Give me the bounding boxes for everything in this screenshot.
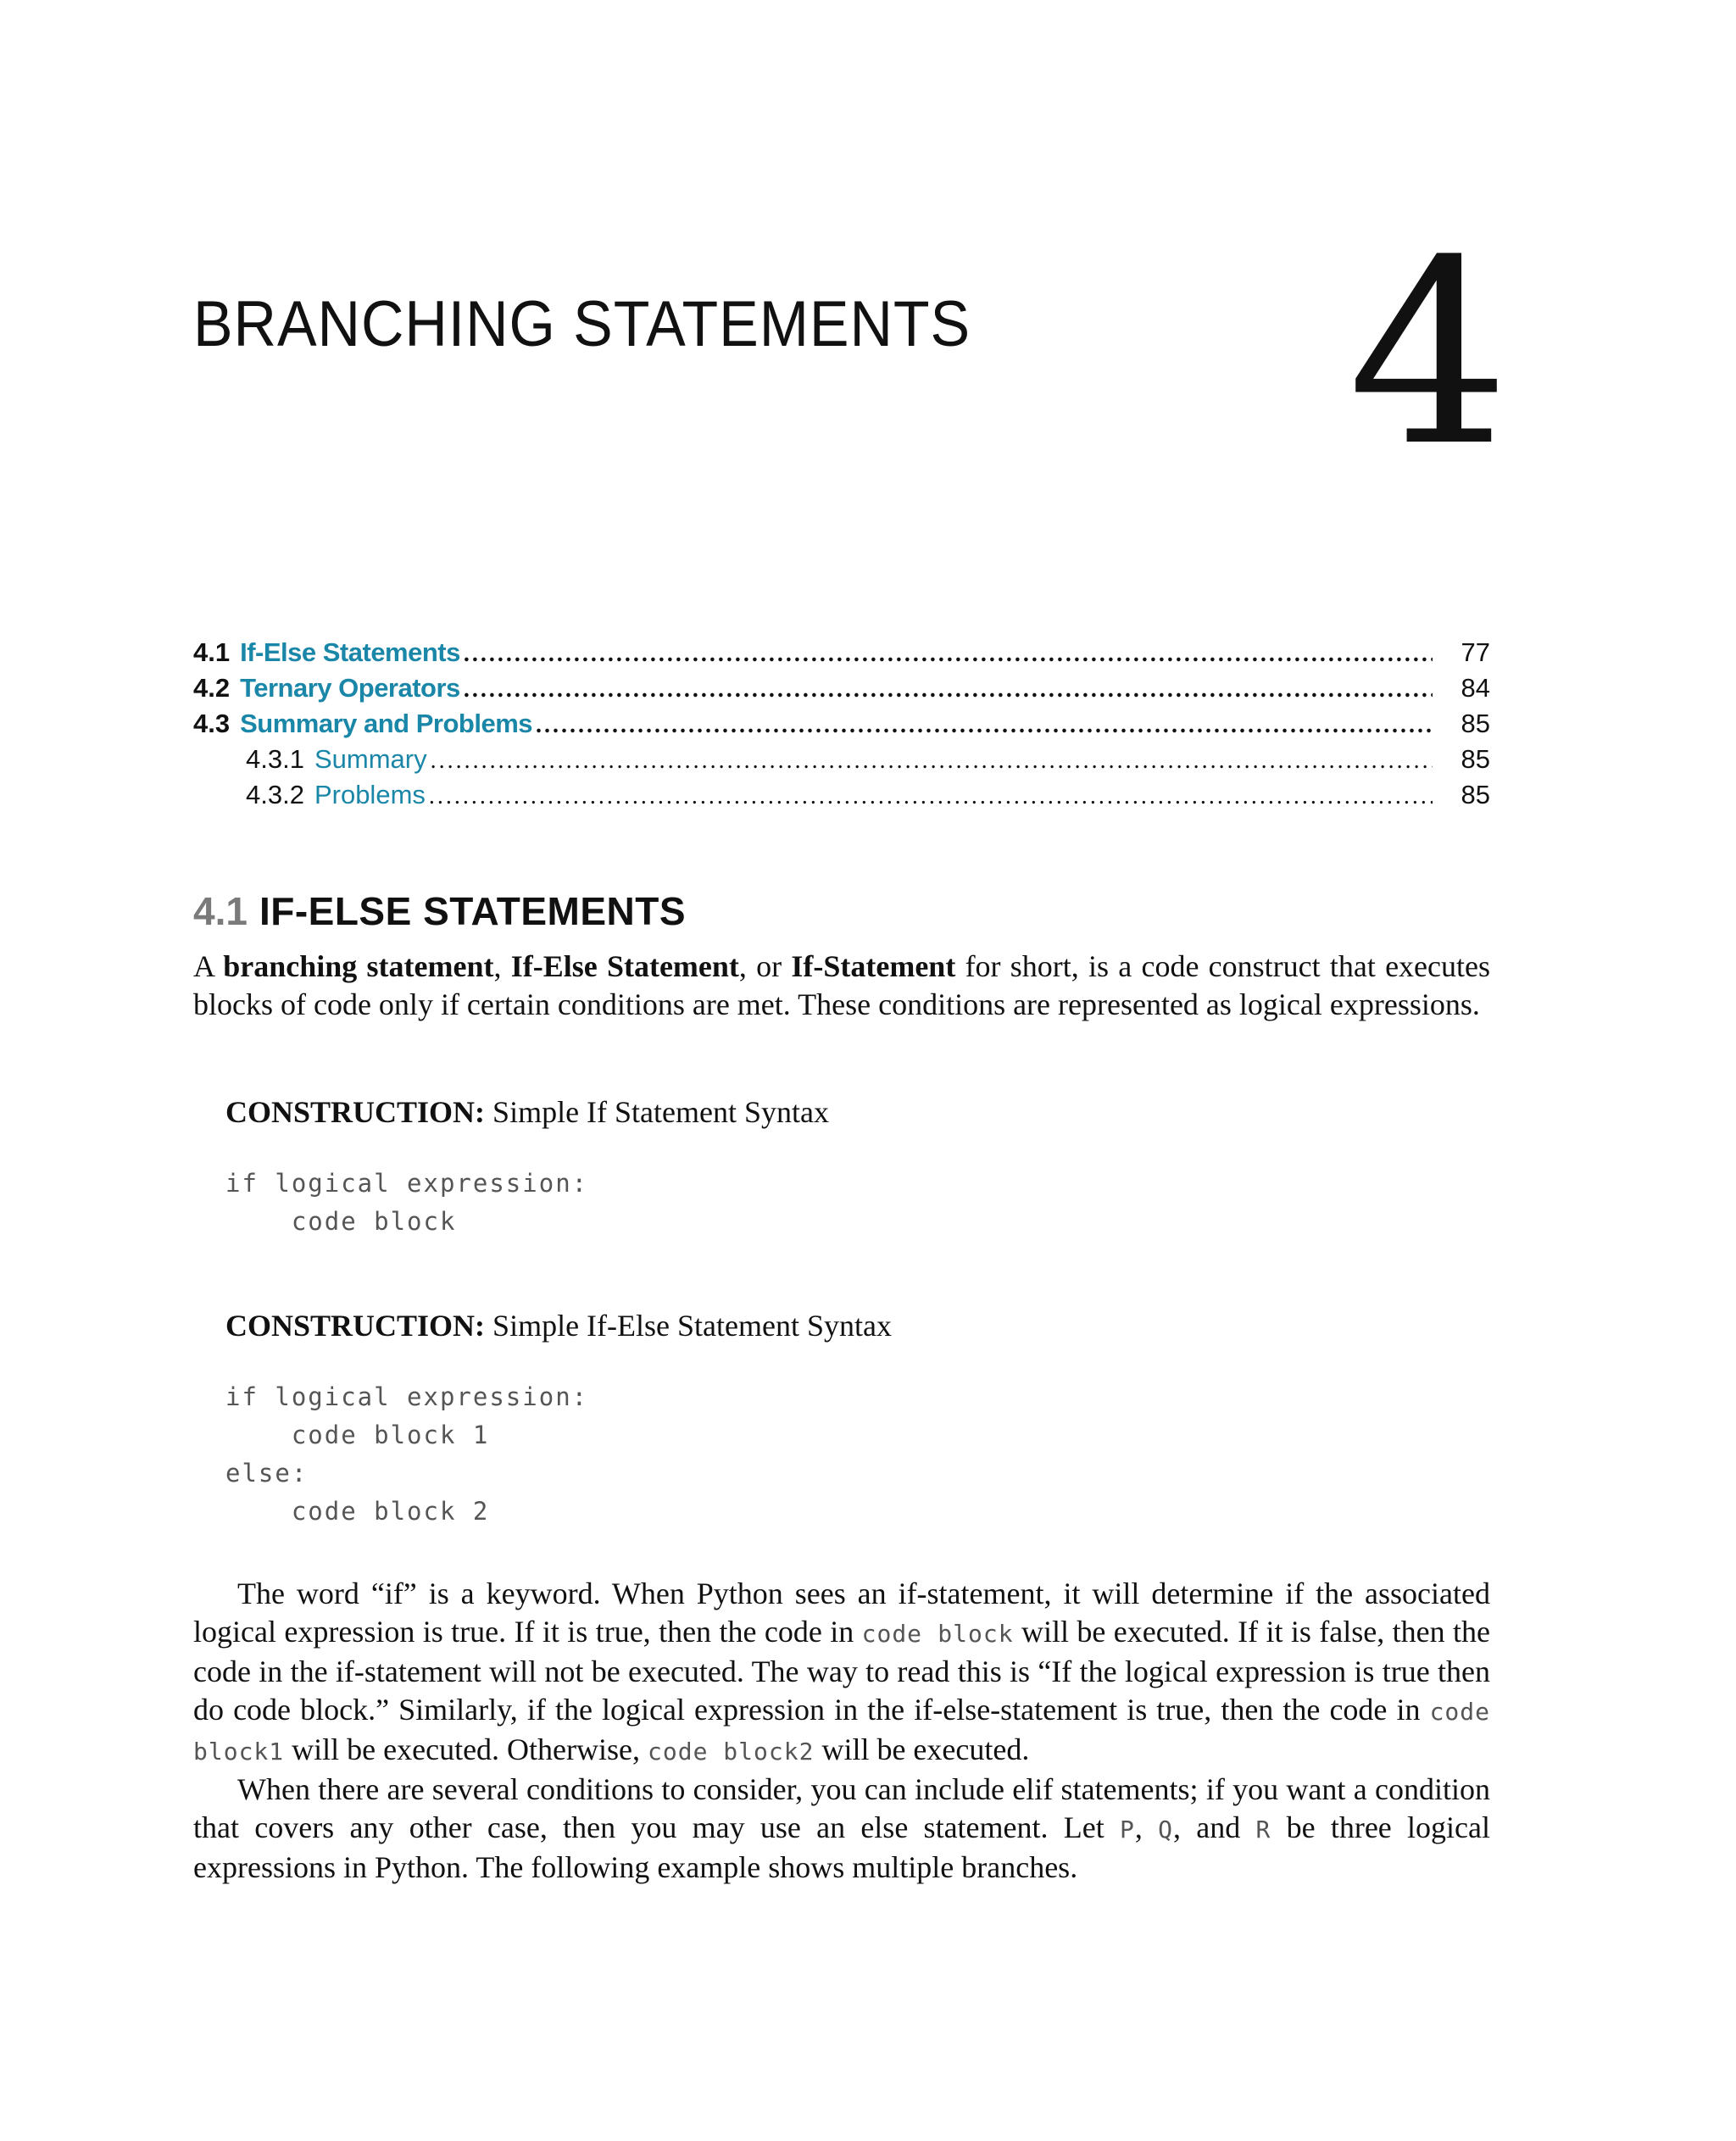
toc-entry-page: 85 (1461, 744, 1490, 774)
inline-code: code block (861, 1620, 1014, 1648)
toc-leader-dots (429, 783, 1433, 810)
toc-entry[interactable] (193, 709, 1490, 744)
term-branching-statement: branching statement (223, 949, 494, 983)
toc-subentry[interactable] (193, 744, 1490, 780)
paragraph (193, 1575, 1490, 1771)
section-heading (193, 889, 687, 933)
intro-paragraph (193, 948, 1490, 1024)
toc-entry-link[interactable]: If-Else Statements (240, 637, 460, 667)
table-of-contents (193, 637, 1490, 815)
section-title: IF-ELSE STATEMENTS (259, 889, 687, 933)
text-run: , and (1172, 1810, 1256, 1844)
text-run: will be executed. If it is false, then the code in the if-statement will not be executed. The way to read this is “If the logical expression is true then do code block.” Similarly, if the logical expression in the if-else-statement is true, then the code in (193, 1615, 1491, 1727)
section-number: 4.1 (193, 889, 248, 933)
toc-entry-page: 85 (1461, 709, 1490, 738)
toc-entry-number: 4.1 (193, 637, 231, 667)
paragraph (193, 1771, 1490, 1887)
toc-entry-page: 85 (1461, 780, 1490, 809)
inline-code: code block2 (648, 1738, 815, 1766)
text-run: , or (738, 949, 792, 983)
construction-caption (225, 1307, 892, 1345)
chapter-title: BRANCHING STATEMENTS (193, 288, 971, 360)
inline-code: Q (1158, 1816, 1173, 1843)
construction-text: Simple If Statement Syntax (485, 1095, 829, 1129)
text-run: The word “if” is a keyword. When Python sees an if-statement, it will determine if the associated logical expression is true. If it is true, then the code in (193, 1577, 1490, 1649)
toc-subentry[interactable] (193, 780, 1490, 815)
toc-entry[interactable] (193, 673, 1490, 709)
toc-entry-link[interactable]: Ternary Operators (240, 673, 460, 703)
term-if-statement: If-Statement (791, 949, 956, 983)
construction-label: CONSTRUCTION: (225, 1095, 486, 1129)
toc-entry-number: 4.2 (193, 673, 231, 703)
text-run: A (193, 949, 224, 983)
toc-entry-page: 84 (1461, 673, 1490, 703)
toc-leader-dots (536, 712, 1433, 739)
toc-leader-dots (431, 748, 1433, 775)
chapter-number: 4 (1348, 206, 1510, 502)
construction-caption (225, 1093, 829, 1132)
inline-code: P (1120, 1816, 1135, 1843)
toc-entry-link[interactable]: Summary and Problems (240, 709, 533, 738)
inline-code: code block1 (193, 1698, 1490, 1766)
code-block: if logical expression: code block 1 else: code block 2 (225, 1382, 589, 1526)
text-run: , (1134, 1810, 1159, 1844)
text-run: be three logical expressions in Python. The following example shows multiple branches. (193, 1810, 1491, 1884)
code-block: if logical expression: code block (225, 1169, 589, 1236)
toc-entry-number: 4.3.2 (246, 780, 304, 809)
toc-entry-page: 77 (1461, 637, 1490, 667)
text-run: will be executed. Otherwise, (284, 1732, 648, 1766)
toc-leader-dots (464, 676, 1433, 703)
construction-text: Simple If-Else Statement Syntax (485, 1309, 892, 1343)
term-if-else-statement: If-Else Statement (510, 949, 739, 983)
text-run: for short, is a code construct that executes blocks of code only if certain conditions are met. These conditions are represented as logical expressions. (193, 949, 1490, 1021)
toc-entry[interactable] (193, 637, 1490, 673)
toc-entry-link[interactable]: Summary (314, 744, 427, 774)
toc-entry-number: 4.3.1 (246, 744, 304, 774)
construction-label: CONSTRUCTION: (225, 1309, 486, 1343)
inline-code: R (1255, 1816, 1271, 1843)
text-run: , (493, 949, 511, 983)
toc-leader-dots (464, 641, 1433, 668)
toc-entry-link[interactable]: Problems (314, 780, 426, 809)
body-text (193, 1575, 1490, 1887)
text-run: will be executed. (814, 1732, 1030, 1766)
toc-entry-number: 4.3 (193, 709, 231, 738)
text-run: When there are several conditions to consider, you can include elif statements; if you want a condition that covers any other case, then you may use an else statement. Let (193, 1772, 1490, 1844)
